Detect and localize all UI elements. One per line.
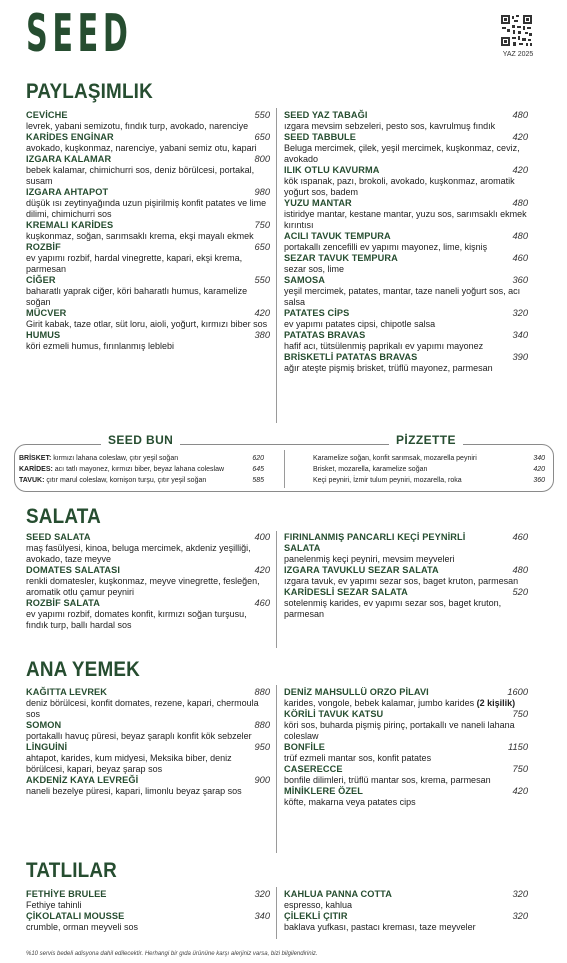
menu-item-price: 480 (512, 565, 528, 575)
list-item: Keçi peyniri, İzmir tulum peyniri, mozarella, roka 360 (313, 477, 545, 484)
footnote: %10 servis bedeli adisyona dahil edilecektir. Herhangi bir gıda ürününe karşı alerjiniz varsa, bizi bilgilendiriniz. (26, 951, 318, 957)
column-divider (276, 531, 277, 648)
anayemek-right-column (284, 687, 528, 808)
menu-item-price: 650 (254, 132, 270, 142)
menu-item-name: KARİDES ENGİNAR (26, 132, 114, 142)
menu-item (284, 352, 528, 374)
menu-item-name: ROZBİF (26, 242, 61, 252)
menu-item-name: CASERECCE (284, 764, 343, 774)
menu-item-description: bebek kalamar, chimichurri sos, deniz börülcesi, portakal, susam (26, 165, 255, 186)
list-item: KARİDES: acı tatlı mayonez, kırmızı biber, beyaz lahana coleslaw 645 (19, 466, 264, 473)
menu-item-description: crumble, orman meyveli sos (26, 922, 139, 932)
section-title-tatlilar: TATLILAR (26, 859, 118, 882)
menu-item-price: 550 (254, 275, 270, 285)
menu-item (26, 720, 270, 742)
menu-item-price: 320 (512, 889, 528, 899)
menu-item-description: trüf ezmeli mantar sos, konfit patates (284, 753, 432, 763)
menu-item-name: KAHLUA PANNA COTTA (284, 889, 392, 899)
menu-item-name: PATATES CİPS (284, 308, 350, 318)
menu-item-name: ROZBİF SALATA (26, 598, 100, 608)
menu-item-description: levrek, yabani semizotu, fındık turp, avokado, narenciye (26, 121, 249, 131)
menu-item-price: 380 (254, 330, 270, 340)
menu-item (284, 275, 528, 308)
menu-item-name: CİĞER (26, 275, 56, 285)
menu-item (26, 154, 270, 187)
menu-item (284, 911, 528, 933)
pizzette-list (313, 453, 545, 486)
menu-item-name: DOMATES SALATASI (26, 565, 120, 575)
menu-item-price: 360 (512, 275, 528, 285)
menu-item (284, 532, 528, 565)
menu-item-price: 750 (512, 709, 528, 719)
menu-item-name: SEED TABBULE (284, 132, 356, 142)
menu-item-price: 420 (512, 786, 528, 796)
tatlilar-right-column (284, 889, 528, 933)
menu-item-description: kuşkonmaz, soğan, sarımsaklı krema, ekşi mayalı ekmek (26, 231, 254, 241)
menu-item-price: 1150 (508, 742, 528, 752)
menu-item-description: yeşil mercimek, patates, mantar, taze naneli yoğurt sos, acı salsa (284, 286, 521, 307)
menu-item (26, 275, 270, 308)
menu-item-description: Beluga mercimek, çilek, yeşil mercimek, kuşkonmaz, ceviz, avokado (284, 143, 520, 164)
menu-item-description: ağır ateşte pişmiş brisket, trüflü mayonez, parmesan (284, 363, 493, 373)
menu-item-price: 1600 (507, 687, 528, 697)
menu-item (26, 220, 270, 242)
menu-item (284, 330, 528, 352)
tatlilar-left-column (26, 889, 270, 933)
logo: SEED (26, 4, 133, 64)
menu-item-name: SEED SALATA (26, 532, 91, 542)
menu-item-price: 750 (254, 220, 270, 230)
menu-item (284, 308, 528, 330)
menu-item-name: BONFİLE (284, 742, 326, 752)
menu-item-price: 480 (512, 110, 528, 120)
menu-item (26, 687, 270, 720)
column-divider (276, 887, 277, 939)
menu-item (26, 742, 270, 775)
menu-item-price: 520 (512, 587, 528, 597)
menu-item-description: ev yapımı patates cipsi, chipotle salsa (284, 319, 436, 329)
menu-item (284, 687, 528, 709)
menu-item-price: 480 (512, 231, 528, 241)
menu-item-description: avokado, kuşkonmaz, narenciye, yabani semiz otu, kapari (26, 143, 257, 153)
menu-item-name: MİNİKLERE ÖZEL (284, 786, 363, 796)
menu-item-name: BRİSKETLİ PATATAS BRAVAS (284, 352, 418, 362)
menu-item (26, 110, 270, 132)
menu-item (26, 532, 270, 565)
menu-item-name: IZGARA AHTAPOT (26, 187, 109, 197)
menu-item-name: ÇİLEKLİ ÇITIR (284, 911, 348, 921)
menu-item-description: Girit kabak, taze otlar, süt loru, aioli, yoğurt, kırmızı biber sos (26, 319, 268, 329)
menu-item-price: 460 (512, 253, 528, 263)
menu-item-name: DENİZ MAHSULLÜ ORZO PİLAVI (284, 687, 429, 697)
menu-item-description: kök ıspanak, pazı, brokoli, avokado, kuşkonmaz, aromatik yoğurt sos, badem (284, 176, 515, 197)
menu-item-name: YUZU MANTAR (284, 198, 352, 208)
menu-item (284, 742, 528, 764)
menu-item-name: SEED YAZ TABAĞI (284, 110, 368, 120)
section-title-salata: SALATA (26, 505, 101, 528)
menu-item-description: bonfile dilimleri, trüflü mantar sos, krema, parmesan (284, 775, 491, 785)
menu-item-name: SOMON (26, 720, 62, 730)
menu-item-name: ÇİKOLATALI MOUSSE (26, 911, 125, 921)
menu-item (284, 709, 528, 742)
menu-item-price: 750 (512, 764, 528, 774)
menu-item (284, 764, 528, 786)
menu-item-price: 880 (254, 687, 270, 697)
menu-item (284, 132, 528, 165)
menu-item-name: FIRINLANMIŞ PANCARLI KEÇİ PEYNİRLİ SALATA (284, 532, 466, 553)
menu-item-description: baklava yufkası, pastacı kreması, taze meyveler (284, 922, 476, 932)
list-item: TAVUK: çıtır marul coleslaw, kornişon turşu, çıtır yeşil soğan 585 (19, 477, 264, 484)
menu-item-name: FETHİYE BRULEE (26, 889, 107, 899)
menu-item (284, 110, 528, 132)
menu-item (26, 308, 270, 330)
menu-item (26, 775, 270, 797)
menu-item-name: CEVİCHE (26, 110, 68, 120)
menu-item-name: SEZAR TAVUK TEMPURA (284, 253, 398, 263)
menu-item-description: istiridye mantar, kestane mantar, yuzu sos, sarımsaklı ekmek kırıntısı (284, 209, 527, 230)
menu-item-price: 390 (512, 352, 528, 362)
list-item: BRİSKET: kırmızı lahana coleslaw, çıtır yeşil soğan 620 (19, 455, 264, 462)
menu-item-name: IZGARA TAVUKLU SEZAR SALATA (284, 565, 439, 575)
menu-item-description: ev yapımı rozbif, hardal vinegrette, kapari, ekşi krema, parmesan (26, 253, 243, 274)
menu-item-name: ILIK OTLU KAVURMA (284, 165, 380, 175)
salata-left-column (26, 532, 270, 631)
section-title-anayemek: ANA YEMEK (26, 658, 140, 681)
menu-item-name: ACILI TAVUK TEMPURA (284, 231, 391, 241)
menu-item-name: HUMUS (26, 330, 61, 340)
menu-item-description: portakallı zencefilli ev yapımı mayonez, lime, kişniş (284, 242, 488, 252)
menu-item-price: 950 (254, 742, 270, 752)
menu-item (26, 242, 270, 275)
menu-item-description: panelenmiş keçi peyniri, mevsim meyveleri (284, 554, 455, 564)
menu-item-price: 460 (512, 532, 528, 542)
menu-item-price: 420 (512, 132, 528, 142)
menu-item-price: 340 (512, 330, 528, 340)
menu-item (26, 911, 270, 933)
menu-item-description: baharatlı yaprak ciğer, köri baharatlı humus, karamelize soğan (26, 286, 248, 307)
menu-item-description: köri ezmeli humus, fırınlanmış leblebi (26, 341, 175, 351)
menu-item-price: 420 (512, 165, 528, 175)
menu-item-price: 460 (254, 598, 270, 608)
menu-item-price: 420 (254, 565, 270, 575)
menu-item (26, 330, 270, 352)
menu-item-description: köri sos, buharda pişmiş pirinç, portakallı ve naneli lahana coleslaw (284, 720, 515, 741)
menu-item-price: 320 (254, 889, 270, 899)
menu-item (26, 187, 270, 220)
menu-item (26, 598, 270, 631)
menu-item (284, 587, 528, 620)
menu-item-description: ahtapot, karides, kum midyesi, Meksika biber, deniz börülcesi, kapari, beyaz şarap sos (26, 753, 232, 774)
menu-item-name: KAĞITTA LEVREK (26, 687, 108, 697)
menu-item-description: portakallı havuç püresi, beyaz şaraplı konfit kök sebzeler (26, 731, 252, 741)
menu-item-name: KREMALI KARİDES (26, 220, 114, 230)
menu-item (284, 198, 528, 231)
menu-item-name: LİNGUİNİ (26, 742, 68, 752)
menu-item-price: 880 (254, 720, 270, 730)
paylasimlik-right-column (284, 110, 528, 374)
menu-item (284, 889, 528, 911)
menu-item-price: 800 (254, 154, 270, 164)
menu-item (26, 889, 270, 911)
menu-item-description: renkli domatesler, kuşkonmaz, meyve vinegrette, fesleğen, aromatik otlu çamur peyniri (26, 576, 260, 597)
menu-item-name: KÖRİLİ TAVUK KATSU (284, 709, 384, 719)
section-title-seedbun: SEED BUN (101, 433, 180, 447)
qr-code-icon[interactable] (500, 14, 533, 47)
menu-item-price: 320 (512, 911, 528, 921)
section-title-paylasimlik: PAYLAŞIMLIK (26, 80, 153, 103)
menu-item-description: hafif acı, tütsülenmiş paprikalı ev yapımı mayonez (284, 341, 484, 351)
list-item: Karamelize soğan, konfit sarımsak, mozarella peyniri 340 (313, 455, 545, 462)
menu-item-description: deniz börülcesi, konfit domates, rezene, kapari, chermoula sos (26, 698, 259, 719)
column-divider (276, 108, 277, 423)
menu-item-description: köfte, makarna veya patates cips (284, 797, 416, 807)
menu-item-description: Fethiye tahinli (26, 900, 82, 910)
menu-item (284, 565, 528, 587)
paylasimlik-left-column (26, 110, 270, 352)
column-divider (276, 685, 277, 853)
menu-item-description: karides, vongole, bebek kalamar, jumbo karides (2 kişilik) (284, 698, 516, 708)
menu-item-description: düşük ısı zeytinyağında uzun pişirilmiş konfit patates ve lime dilimi, chimichurri sos (26, 198, 267, 219)
menu-item-price: 420 (254, 308, 270, 318)
menu-item-name: AKDENİZ KAYA LEVREĞİ (26, 775, 139, 785)
menu-item-name: MÜCVER (26, 308, 67, 318)
menu-item-price: 980 (254, 187, 270, 197)
menu-item-description: maş fasülyesi, kinoa, beluga mercimek, akdeniz yeşilliği, avokado, taze meyve (26, 543, 251, 564)
menu-item-price: 900 (254, 775, 270, 785)
menu-item-price: 650 (254, 242, 270, 252)
menu-item (284, 231, 528, 253)
menu-item-description: naneli bezelye püresi, kapari, limonlu beyaz şarap sos (26, 786, 242, 796)
seedbun-list (19, 453, 264, 486)
menu-item-price: 400 (254, 532, 270, 542)
menu-item (26, 132, 270, 154)
menu-item (26, 565, 270, 598)
menu-item-name: IZGARA KALAMAR (26, 154, 112, 164)
menu-item-price: 550 (254, 110, 270, 120)
menu-item-price: 340 (254, 911, 270, 921)
menu-item-name: SAMOSA (284, 275, 325, 285)
menu-item (284, 253, 528, 275)
list-item: Brisket, mozarella, karamelize soğan 420 (313, 466, 545, 473)
menu-item-description: sezar sos, lime (284, 264, 345, 274)
menu-item (284, 786, 528, 808)
box-divider (284, 450, 285, 488)
menu-item-price: 480 (512, 198, 528, 208)
menu-item-price: 320 (512, 308, 528, 318)
salata-right-column (284, 532, 528, 620)
section-title-pizzette: PİZZETTE (389, 433, 463, 447)
season-label: YAZ 2025 (502, 51, 534, 58)
menu-item-name: KARİDESLİ SEZAR SALATA (284, 587, 408, 597)
menu-item-description: espresso, kahlua (284, 900, 353, 910)
anayemek-left-column (26, 687, 270, 797)
menu-item-description: ızgara mevsim sebzeleri, pesto sos, kavrulmuş fındık (284, 121, 496, 131)
menu-item (284, 165, 528, 198)
menu-item-description: ev yapımı rozbif, domates konfit, kırmızı soğan turşusu, fındık turp, ballı hardal sos (26, 609, 247, 630)
menu-item-description: sotelenmiş karides, ev yapımı sezar sos, baget kruton, parmesan (284, 598, 502, 619)
menu-item-name: PATATAS BRAVAS (284, 330, 366, 340)
menu-item-description: ızgara tavuk, ev yapımı sezar sos, baget kruton, parmesan (284, 576, 519, 586)
